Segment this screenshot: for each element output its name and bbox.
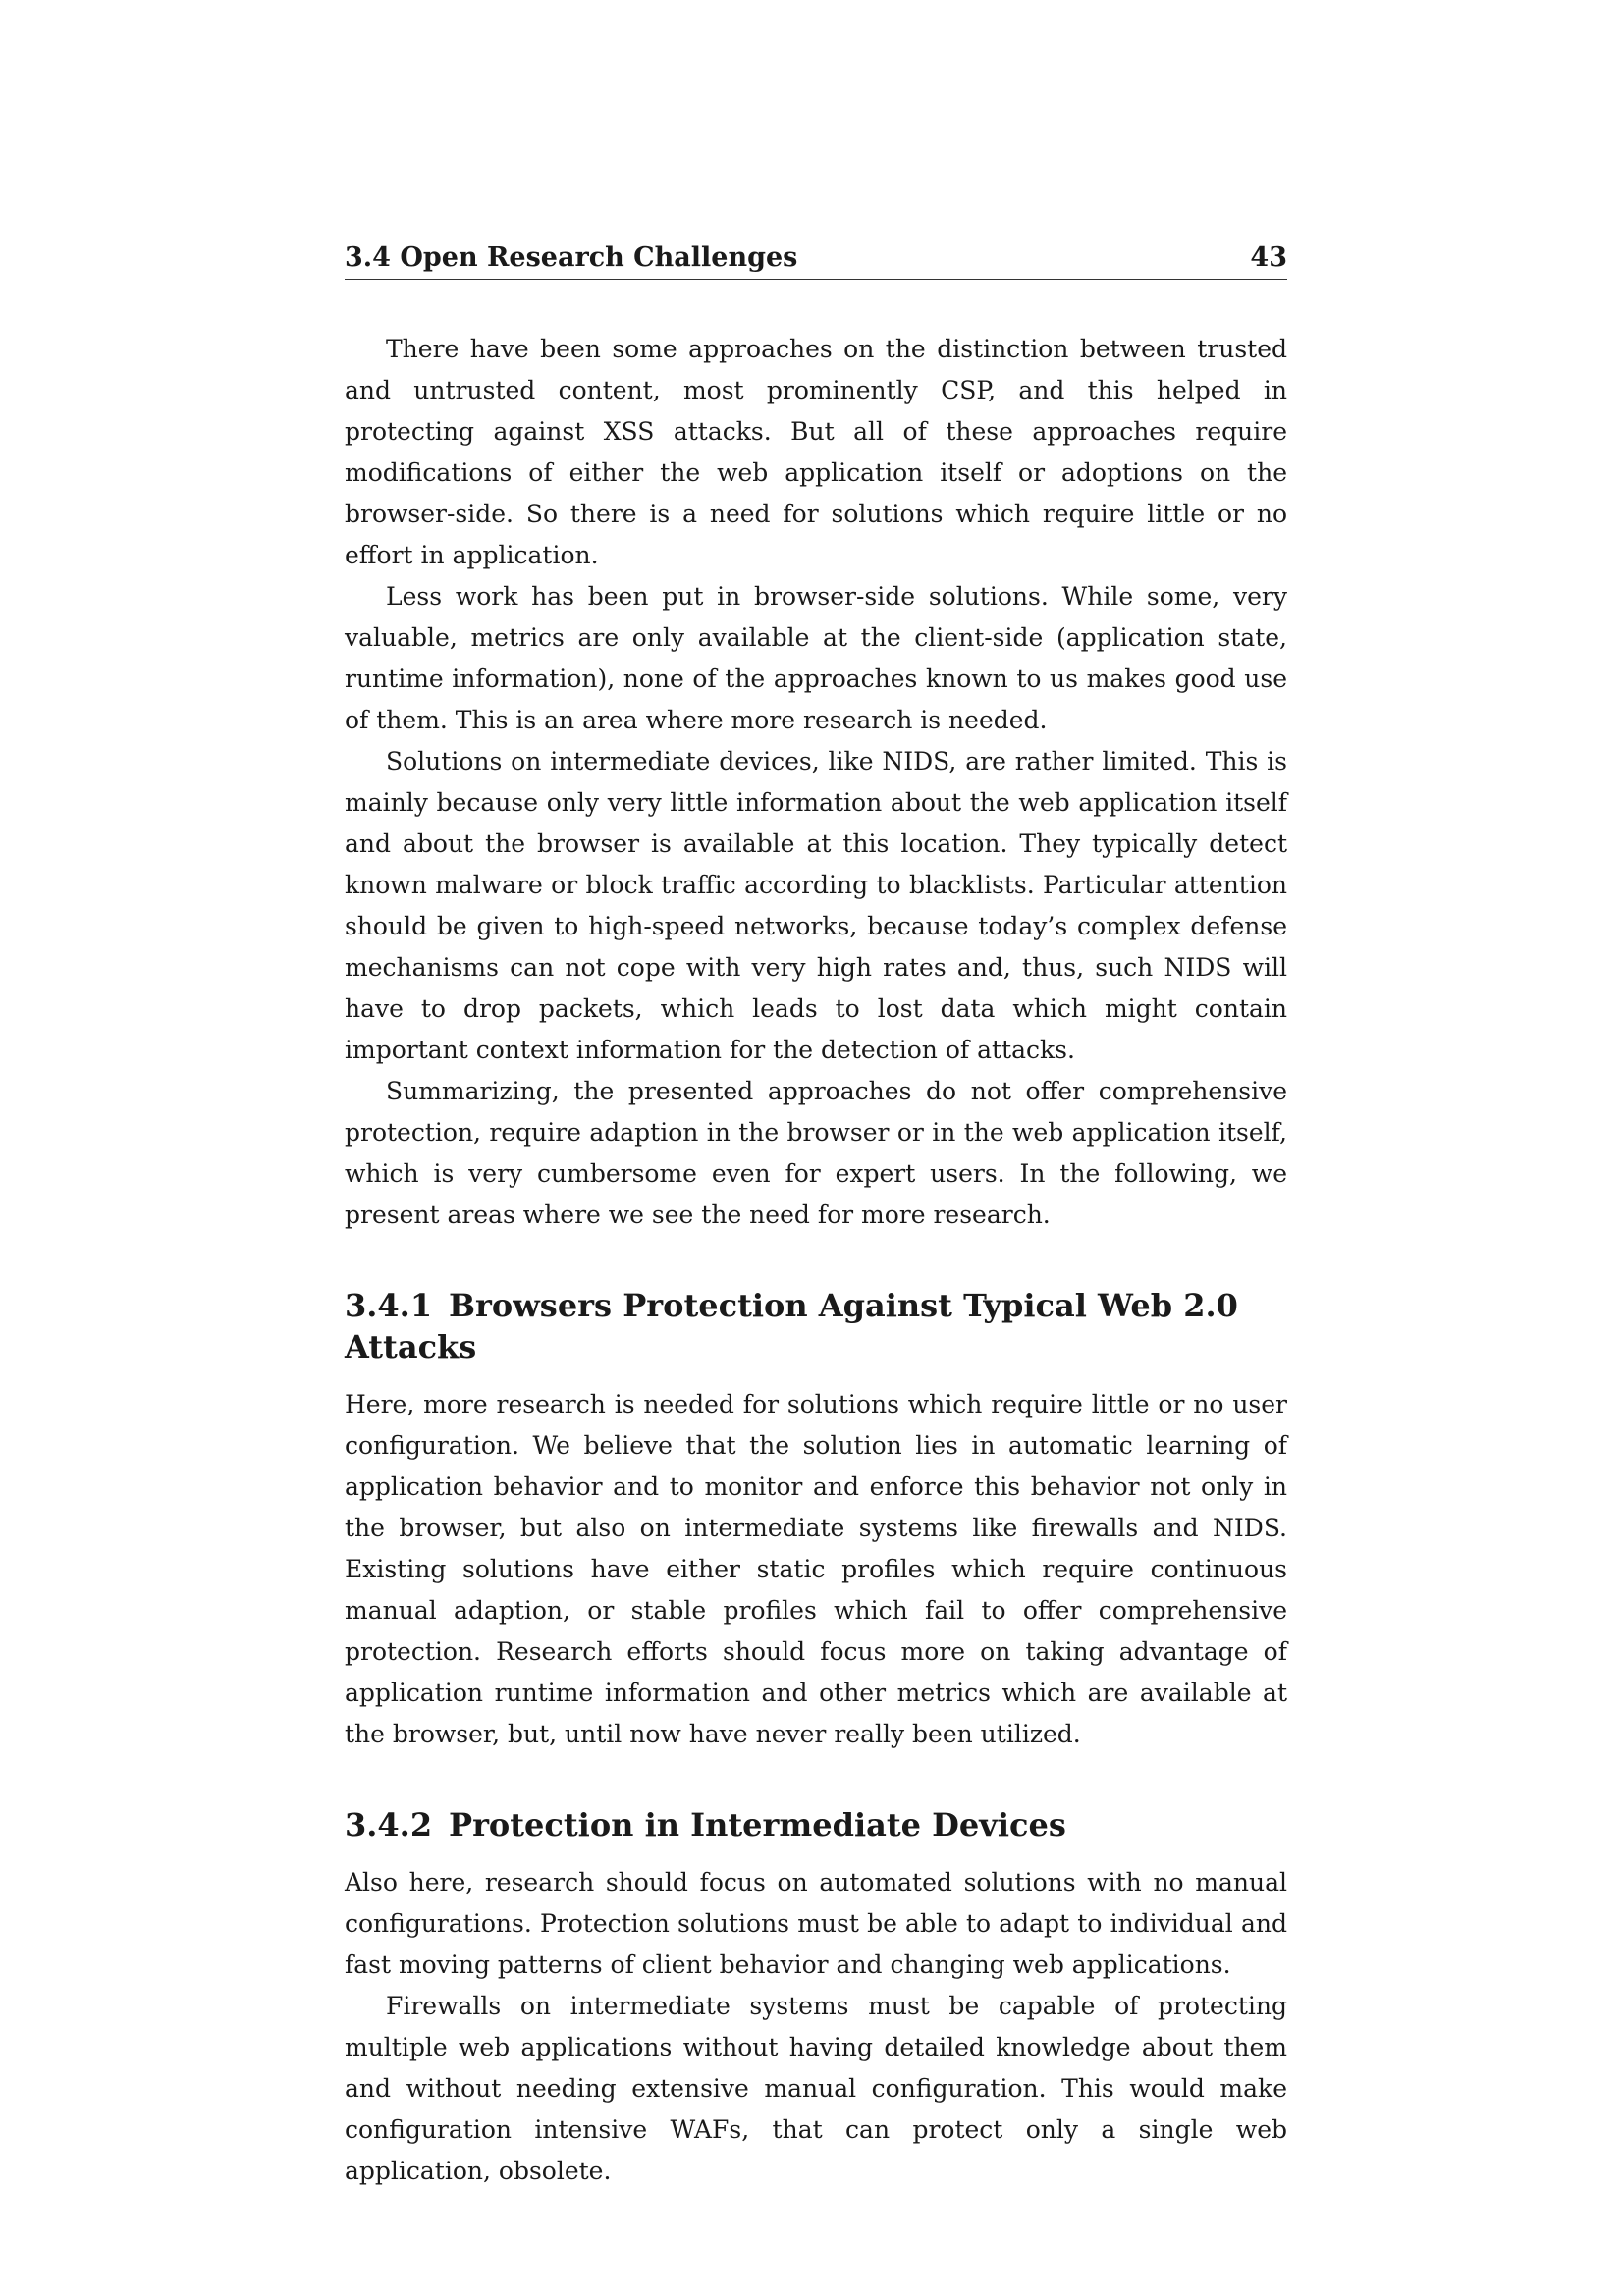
paragraph: Solutions on intermediate devices, like NIDS, are rather limited. This is mainly because only very little information about the web application itself and about the browser is available at this location. They typically detect known malware or block traffic according to blacklists. Particular attention should be given to high-speed networks, because today’s complex defense mechanisms can not cope with very high rates and, thus, such NIDS will have to drop packets, which leads to lost data which might contain important context information for the detection of attacks. [345,747,1287,1064]
paragraph: Summarizing, the presented approaches do not offer comprehensive protection, require adaption in the browser or in the web application itself, which is very cumbersome even for expert users. In the following, we present areas where we see the need for more research. [345,1077,1287,1229]
running-head [345,240,1287,280]
page-number: 43 [1250,242,1287,273]
running-head-section: 3.4 Open Research Challenges [345,242,798,273]
section-heading-3-4-1 [345,1285,1287,1367]
section-number: 3.4.2 [345,1806,433,1843]
section-title: Protection in Intermediate Devices [449,1806,1066,1843]
paragraph: Here, more research is needed for solutions which require little or no user configuration. We believe that the solution lies in automatic learning of application behavior and to monitor and enforce this behavior not only in the browser, but also on intermediate systems like firewalls and NIDS. Existing solutions have either static profiles which require continuous manual adaption, or stable profiles which fail to offer comprehensive protection. Research efforts should focus more on taking advantage of application runtime information and other metrics which are available at the browser, but, until now have never really been utilized. [345,1390,1287,1748]
page [345,240,1287,2192]
section-number: 3.4.1 [345,1287,433,1324]
paragraph: There have been some approaches on the distinction between trusted and untrusted content, most prominently CSP, and this helped in protecting against XSS attacks. But all of these approaches require modifications of either the web application itself or adoptions on the browser-side. So there is a need for solutions which require little or no effort in application. [345,335,1287,569]
paragraph: Firewalls on intermediate systems must be capable of protecting multiple web applications without having detailed knowledge about them and without needing extensive manual configuration. This would make configuration intensive WAFs, that can protect only a single web application, obsolete. [345,1992,1287,2185]
paragraph: Less work has been put in browser-side solutions. While some, very valuable, metrics are only available at the client-side (application state, runtime information), none of the approaches known to us makes good use of them. This is an area where more research is needed. [345,582,1287,734]
paragraph: Also here, research should focus on automated solutions with no manual configurations. Protection solutions must be able to adapt to individual and fast moving patterns of client behavior and changing web applications. [345,1868,1287,1979]
body-text [345,329,1287,2192]
section-title: Browsers Protection Against Typical Web 2.0 Attacks [345,1287,1238,1365]
section-heading-3-4-2 [345,1804,1287,1845]
